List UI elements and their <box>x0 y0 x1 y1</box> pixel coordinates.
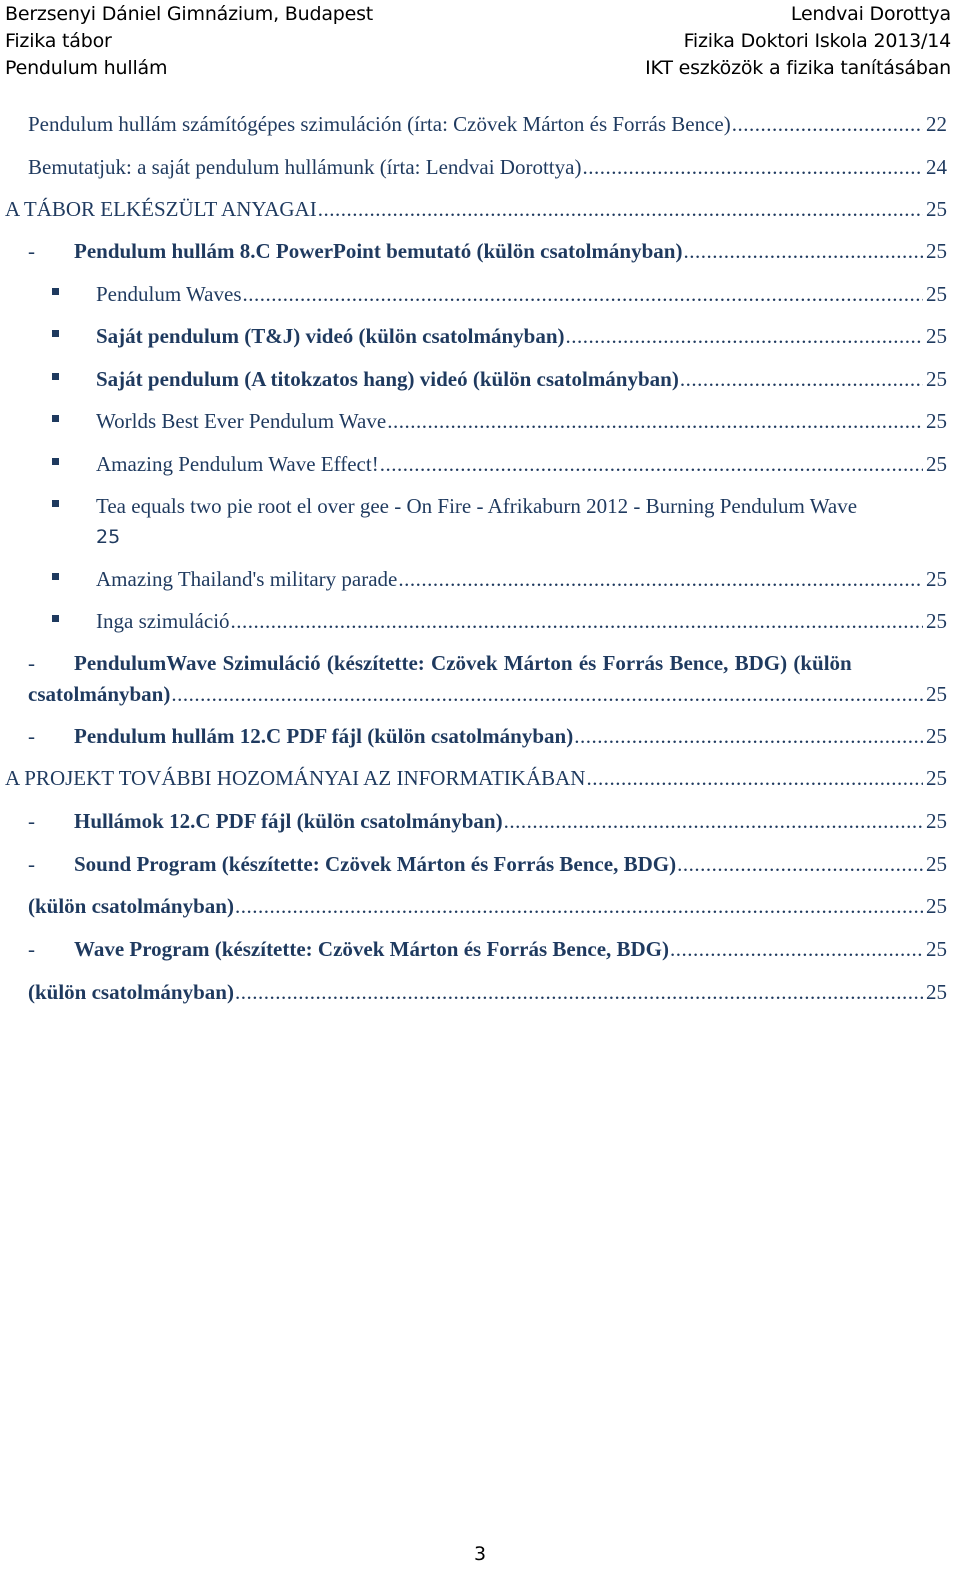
toc-entry-title: Pendulum hullám számítógépes szimuláción (írta: Czövek Márton és Forrás Bence) <box>28 112 731 136</box>
toc-entry[interactable] <box>0 109 960 139</box>
toc-entry-title: Amazing Thailand's military parade <box>96 567 398 591</box>
toc-entry[interactable] <box>0 721 960 751</box>
toc-entry[interactable] <box>0 977 960 1007</box>
toc-leader <box>677 849 923 879</box>
toc-line <box>28 977 947 1007</box>
toc-line <box>96 449 947 479</box>
toc-dash: - <box>28 239 35 263</box>
toc-leader <box>318 194 923 224</box>
toc-leader <box>235 977 923 1007</box>
toc-line <box>28 891 947 921</box>
toc-line <box>28 679 947 709</box>
toc-leader <box>586 763 923 793</box>
toc-leader <box>670 934 923 964</box>
toc-line <box>74 721 947 751</box>
toc-page-number: 25 <box>926 239 947 263</box>
toc-entry[interactable] <box>0 321 960 351</box>
toc-dash: - <box>28 651 35 675</box>
toc-entry[interactable] <box>0 491 960 553</box>
toc-page-number: 22 <box>926 112 947 136</box>
header-program: Fizika Doktori Iskola 2013/14 <box>683 30 951 52</box>
toc-entry-title: Pendulum hullám 12.C PDF fájl (külön csatolmányban) <box>74 724 574 748</box>
page-header-right <box>645 1 951 82</box>
toc-entry-title: Amazing Pendulum Wave Effect! <box>96 452 379 476</box>
toc-entry-title: Bemutatjuk: a saját pendulum hullámunk (írta: Lendvai Dorottya) <box>28 155 582 179</box>
toc-leader <box>582 152 923 182</box>
toc-leader <box>380 449 923 479</box>
toc-page-number: 25 <box>96 526 121 548</box>
toc-dash: - <box>28 724 35 748</box>
header-event: Fizika tábor <box>5 30 112 52</box>
toc-entry[interactable] <box>0 806 960 836</box>
toc-page-number: 25 <box>926 567 947 591</box>
toc-page-number: 25 <box>926 197 947 221</box>
toc-entry-title: Sound Program (készítette: Czövek Márton és Forrás Bence, BDG) <box>74 852 677 876</box>
toc-entry-title: A TÁBOR ELKÉSZÜLT ANYAGAI <box>5 197 317 221</box>
toc-page-number: 25 <box>926 682 947 706</box>
toc-entry[interactable] <box>0 849 960 879</box>
toc-leader <box>732 109 923 139</box>
toc-entry-title: (külön csatolmányban) <box>28 980 234 1004</box>
toc-page-number: 25 <box>926 452 947 476</box>
square-bullet-icon <box>52 330 59 337</box>
toc-entry-title: Inga szimuláció <box>96 609 230 633</box>
toc-line <box>96 279 947 309</box>
header-author: Lendvai Dorottya <box>790 3 951 25</box>
header-course: IKT eszközök a fizika tanításában <box>645 57 951 79</box>
toc-leader <box>235 891 923 921</box>
toc-entry[interactable] <box>0 891 960 921</box>
header-school: Berzsenyi Dániel Gimnázium, Budapest <box>5 3 374 25</box>
square-bullet-icon <box>52 415 59 422</box>
toc-dash: - <box>28 809 35 833</box>
toc-leader <box>171 679 923 709</box>
toc-line <box>5 763 947 793</box>
toc-entry[interactable] <box>0 564 960 594</box>
toc-dash: - <box>28 852 35 876</box>
toc-entry-title-continued: csatolmányban) <box>28 682 171 706</box>
toc-entry-title: Tea equals two pie root el over gee - On Fire - Afrikaburn 2012 - Burning Pendulum Wave <box>96 494 858 518</box>
toc-entry-title: Pendulum hullám 8.C PowerPoint bemutató (külön csatolmányban) <box>74 239 683 263</box>
square-bullet-icon <box>52 573 59 580</box>
toc-leader <box>680 364 923 394</box>
square-bullet-icon <box>52 373 59 380</box>
toc-entry[interactable] <box>0 763 960 793</box>
toc-page-number: 25 <box>926 324 947 348</box>
toc-entry-title: Wave Program (készítette: Czövek Márton és Forrás Bence, BDG) <box>74 937 670 961</box>
toc-line <box>28 152 947 182</box>
toc-page-number: 25 <box>926 409 947 433</box>
toc-entry[interactable] <box>0 152 960 182</box>
square-bullet-icon <box>52 500 59 507</box>
toc-page-number: 25 <box>926 282 947 306</box>
toc-line <box>74 236 947 266</box>
toc-line <box>74 849 947 879</box>
toc-entry-title: Saját pendulum (T&J) videó (külön csatolmányban) <box>96 324 565 348</box>
toc-entry[interactable] <box>0 606 960 636</box>
toc-dash: - <box>28 937 35 961</box>
toc-entry-title: Hullámok 12.C PDF fájl (külön csatolmányban) <box>74 809 503 833</box>
square-bullet-icon <box>52 288 59 295</box>
toc-leader <box>398 564 923 594</box>
toc-entry[interactable] <box>0 449 960 479</box>
toc-line <box>74 934 947 964</box>
toc-entry[interactable] <box>0 934 960 964</box>
toc-page-number: 25 <box>926 980 947 1004</box>
toc-entry[interactable] <box>0 406 960 436</box>
toc-entry-title: PendulumWave Szimuláció (készítette: Czövek Márton és Forrás Bence, BDG) (külön <box>74 651 852 675</box>
toc-page-number: 25 <box>926 937 947 961</box>
toc-leader <box>504 806 923 836</box>
page-header-left <box>5 1 373 82</box>
toc-page-number: 25 <box>926 852 947 876</box>
toc-entry[interactable] <box>0 236 960 266</box>
toc-line <box>96 564 947 594</box>
toc-page-number: 25 <box>926 809 947 833</box>
toc-page-number: 25 <box>926 609 947 633</box>
toc-page-number: 25 <box>926 367 947 391</box>
toc-leader <box>574 721 923 751</box>
toc-entry-title: A PROJEKT TOVÁBBI HOZOMÁNYAI AZ INFORMATIKÁBAN <box>5 766 586 790</box>
header-topic: Pendulum hullám <box>5 57 168 79</box>
toc-entry-title: Pendulum Waves <box>96 282 242 306</box>
toc-line <box>74 806 947 836</box>
toc-page-number: 25 <box>926 894 947 918</box>
toc-page-number: 24 <box>926 155 947 179</box>
toc-entry[interactable] <box>0 279 960 309</box>
toc-line <box>96 321 947 351</box>
toc-entry-title: (külön csatolmányban) <box>28 894 234 918</box>
square-bullet-icon <box>52 458 59 465</box>
toc-entry-title: Saját pendulum (A titokzatos hang) videó (külön csatolmányban) <box>96 367 679 391</box>
toc-line <box>96 364 947 394</box>
toc-line <box>5 194 947 224</box>
toc-page-number: 25 <box>926 724 947 748</box>
toc-leader <box>231 606 923 636</box>
square-bullet-icon <box>52 615 59 622</box>
toc-line <box>28 109 947 139</box>
toc-entry[interactable] <box>0 648 960 710</box>
page-number: 3 <box>473 1543 487 1565</box>
toc-entry-title: Worlds Best Ever Pendulum Wave <box>96 409 387 433</box>
toc-page-number: 25 <box>926 766 947 790</box>
toc-leader <box>387 406 923 436</box>
toc-line <box>96 406 947 436</box>
toc-line <box>96 606 947 636</box>
toc-leader <box>683 236 923 266</box>
toc-entry[interactable] <box>0 194 960 224</box>
toc-entry[interactable] <box>0 364 960 394</box>
toc-leader <box>566 321 924 351</box>
toc-leader <box>243 279 924 309</box>
